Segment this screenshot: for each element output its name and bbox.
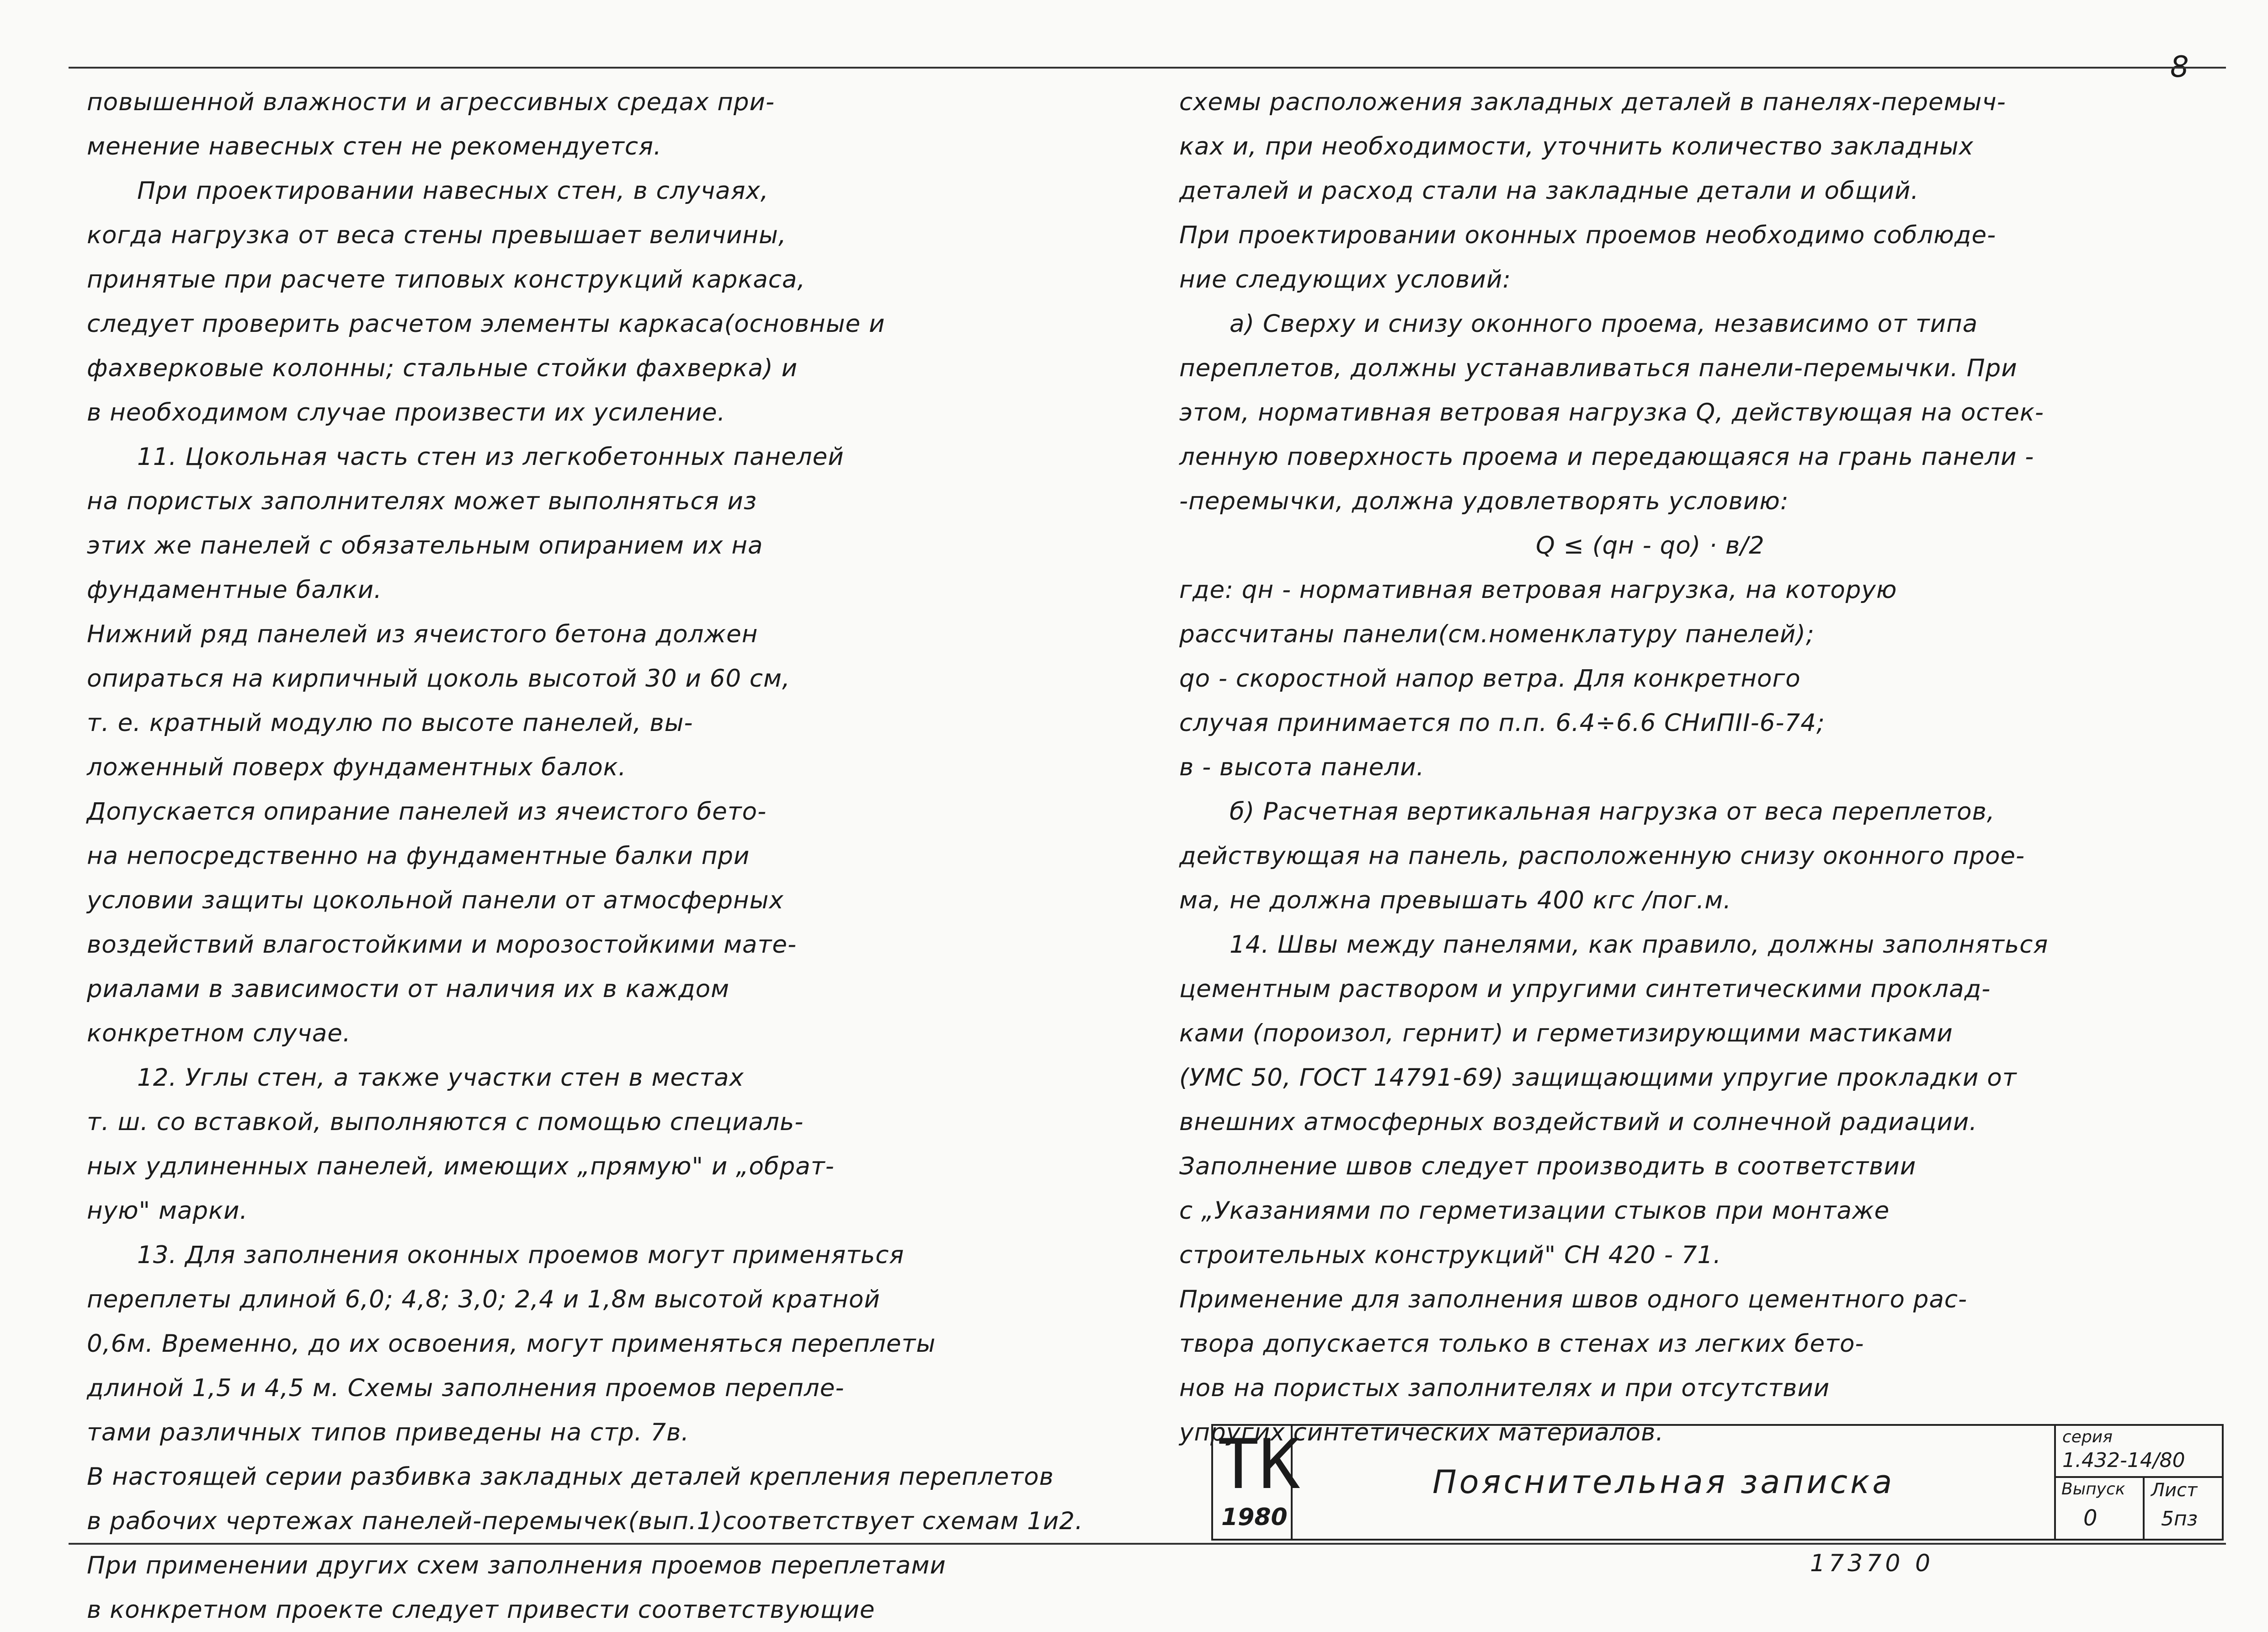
text-line: фундаментные балки. <box>87 576 382 604</box>
text-line: действующая на панель, расположенную снизу оконного прое- <box>1179 842 2025 870</box>
title-block <box>1211 1424 2224 1541</box>
text-line: условии защиты цокольной панели от атмосферных <box>87 886 784 914</box>
text-line: с „Указаниями по герметизации стыков при монтаже <box>1179 1197 1890 1225</box>
text-line: 14. Швы между панелями, как правило, должны заполняться <box>1230 931 2049 959</box>
text-line: При применении других схем заполнения проемов переплетами <box>87 1552 946 1579</box>
text-line: ложенный поверх фундаментных балок. <box>87 753 627 781</box>
text-line: При проектировании оконных проемов необходимо соблюде- <box>1179 221 1996 249</box>
text-line: риалами в зависимости от наличия их в каждом <box>87 975 730 1003</box>
text-line: переплеты длиной 6,0; 4,8; 3,0; 2,4 и 1,8м высотой кратной <box>87 1285 880 1313</box>
series-value: 1.432-14/80 <box>2062 1449 2185 1472</box>
text-line: где: qн - нормативная ветровая нагрузка, на которую <box>1179 576 1897 604</box>
text-line: ных удлиненных панелей, имеющих „прямую" и „обрат- <box>87 1152 835 1180</box>
text-line: 12. Углы стен, а также участки стен в местах <box>137 1064 744 1092</box>
text-line: опираться на кирпичный цоколь высотой 30 и 60 см, <box>87 665 790 693</box>
text-line: переплетов, должны устанавливаться панели-перемычки. При <box>1179 354 2018 382</box>
text-line: на пористых заполнителях может выполняться из <box>87 487 757 515</box>
text-line: в рабочих чертежах панелей-перемычек(вып.1)соответствует схемам 1и2. <box>87 1507 1083 1535</box>
series-label: серия <box>2062 1428 2113 1446</box>
text-line: рассчитаны панели(см.номенклатуру панелей); <box>1179 620 1815 648</box>
text-line: ками (пороизол, гернит) и герметизирующими мастиками <box>1179 1019 1953 1047</box>
text-line: Применение для заполнения швов одного цементного рас- <box>1179 1285 1968 1313</box>
archive-number: 17370 0 <box>1810 1550 1934 1577</box>
text-line: (УМС 50, ГОСТ 14791-69) защищающими упругие прокладки от <box>1179 1064 2017 1092</box>
text-line: т. ш. со вставкой, выполняются с помощью специаль- <box>87 1108 804 1136</box>
text-line: этих же панелей с обязательным опиранием их на <box>87 532 763 560</box>
text-line: Заполнение швов следует производить в соответствии <box>1179 1152 1917 1180</box>
year-label: 1980 <box>1221 1504 1288 1531</box>
text-line: менение навесных стен не рекомендуется. <box>87 133 662 160</box>
text-line: Нижний ряд панелей из ячеистого бетона должен <box>87 620 758 648</box>
text-line: в конкретном проекте следует привести соответствующие <box>87 1596 875 1624</box>
text-line: фахверковые колонны; стальные стойки фахверка) и <box>87 354 798 382</box>
sheet-value: 5пз <box>2161 1507 2198 1531</box>
bottom-border <box>69 1543 2226 1545</box>
text-line: тами различных типов приведены на стр. 7в. <box>87 1419 690 1446</box>
text-line: При проектировании навесных стен, в случаях, <box>137 177 769 205</box>
text-line: в необходимом случае произвести их усиление. <box>87 399 726 427</box>
text-line: повышенной влажности и агрессивных средах при- <box>87 88 775 116</box>
text-line: б) Расчетная вертикальная нагрузка от веса переплетов, <box>1230 798 1995 826</box>
page-number: 8 <box>2170 50 2189 84</box>
text-line: ную" марки. <box>87 1197 248 1225</box>
issue-label: Выпуск <box>2061 1480 2125 1499</box>
left-column <box>87 80 1083 1632</box>
sheet-label: Лист <box>2151 1480 2198 1501</box>
text-line: ма, не должна превышать 400 кгс /пог.м. <box>1179 886 1732 914</box>
text-line: принятые при расчете типовых конструкций каркаса, <box>87 266 806 293</box>
text-line: В настоящей серии разбивка закладных деталей крепления переплетов <box>87 1463 1054 1491</box>
text-line: 13. Для заполнения оконных проемов могут применяться <box>137 1241 905 1269</box>
text-line: -перемычки, должна удовлетворять условию: <box>1179 487 1789 515</box>
text-line: на непосредственно на фундаментные балки при <box>87 842 750 870</box>
text-line: деталей и расход стали на закладные детали и общий. <box>1179 177 1919 205</box>
text-line: ках и, при необходимости, уточнить количество закладных <box>1179 133 1974 160</box>
text-line: строительных конструкций" СН 420 - 71. <box>1179 1241 1722 1269</box>
text-line: длиной 1,5 и 4,5 м. Схемы заполнения проемов перепле- <box>87 1374 845 1402</box>
text-line: а) Сверху и снизу оконного проема, независимо от типа <box>1230 310 1978 338</box>
text-line: qо - скоростной напор ветра. Для конкретного <box>1179 665 1801 693</box>
issue-value: 0 <box>2083 1505 2098 1531</box>
text-line: нов на пористых заполнителях и при отсутствии <box>1179 1374 1830 1402</box>
document-title: Пояснительная записка <box>1432 1463 1895 1501</box>
text-line: упругих синтетических материалов. <box>1179 1419 1664 1446</box>
text-line: твора допускается только в стенах из легких бето- <box>1179 1330 1864 1358</box>
text-line: схемы расположения закладных деталей в панелях-перемыч- <box>1179 88 2006 116</box>
text-line: случая принимается по п.п. 6.4÷6.6 СНиПII-6-74; <box>1179 709 1825 737</box>
text-line: 0,6м. Временно, до их освоения, могут применяться переплеты <box>87 1330 936 1358</box>
text-line: когда нагрузка от веса стены превышает величины, <box>87 221 787 249</box>
series-cell <box>2054 1426 2224 1539</box>
formula-line: Q ≤ (qн - qо) · в/2 <box>1536 532 1765 560</box>
text-line: т. е. кратный модулю по высоте панелей, вы- <box>87 709 693 737</box>
top-border <box>69 67 2226 69</box>
text-line: конкретном случае. <box>87 1019 351 1047</box>
text-line: 11. Цокольная часть стен из легкобетонных панелей <box>137 443 844 471</box>
logo-cell <box>1213 1425 1300 1539</box>
issue-cell <box>2056 1478 2145 1539</box>
organization-logo: ТК <box>1218 1425 1300 1504</box>
series-row <box>2056 1426 2224 1478</box>
text-line: следует проверить расчетом элементы каркаса(основные и <box>87 310 885 338</box>
text-line: воздействий влагостойкими и морозостойкими мате- <box>87 931 797 959</box>
text-line: ленную поверхность проема и передающаяся на грань панели - <box>1179 443 2034 471</box>
text-line: внешних атмосферных воздействий и солнечной радиации. <box>1179 1108 1978 1136</box>
text-line: цементным раствором и упругими синтетическими проклад- <box>1179 975 1991 1003</box>
text-line: ние следующих условий: <box>1179 266 1512 293</box>
text-line: Допускается опирание панелей из ячеистого бето- <box>87 798 767 826</box>
text-line: в - высота панели. <box>1179 753 1425 781</box>
right-column <box>1179 80 2048 1455</box>
text-line: этом, нормативная ветровая нагрузка Q, действующая на остек- <box>1179 399 2044 427</box>
